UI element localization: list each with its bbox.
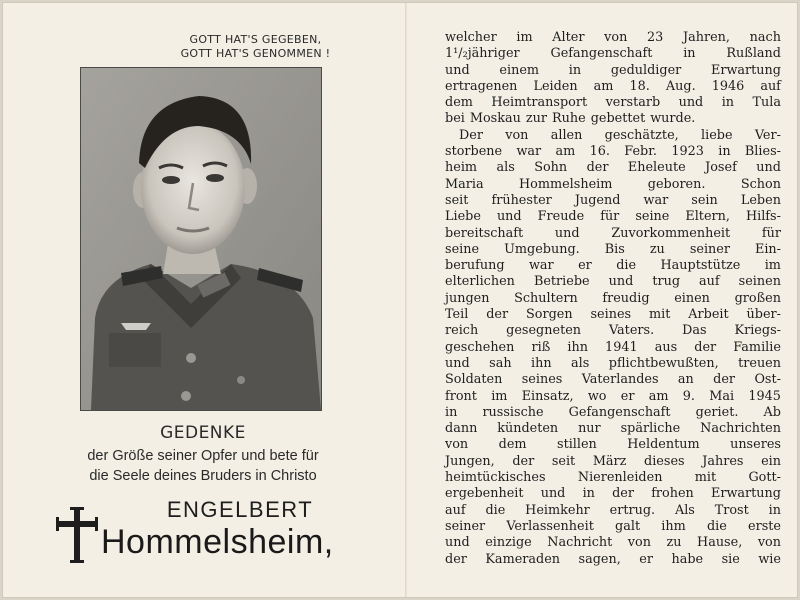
- portrait-photo: [80, 67, 322, 411]
- word: ergebenheit: [445, 486, 524, 502]
- word: Erwartung: [711, 62, 781, 78]
- word: Nachrichten: [700, 421, 781, 437]
- biography-line: [445, 519, 781, 535]
- word: Maria: [445, 176, 484, 192]
- word: Der: [459, 127, 483, 143]
- word: Moskau: [469, 111, 521, 127]
- biography-line: [445, 193, 781, 209]
- word: auf: [445, 502, 466, 518]
- word: unseres: [730, 437, 781, 453]
- word: der: [694, 339, 717, 355]
- word: Kriegs-: [734, 323, 781, 339]
- word: einzige: [485, 535, 532, 551]
- biography-line: [445, 552, 781, 568]
- word: Vaterlandes: [581, 372, 659, 388]
- word: sein: [691, 192, 718, 208]
- word: dieses: [644, 453, 685, 469]
- word: Blies-: [744, 144, 781, 160]
- word: war: [516, 144, 542, 160]
- word: stillen: [557, 437, 597, 453]
- word: von: [627, 535, 651, 551]
- biography-line: [445, 209, 781, 225]
- latin-cross-icon: [55, 505, 99, 565]
- word: der: [612, 486, 634, 502]
- prayer-line-2: die Seele deines Bruders in Christo: [89, 468, 317, 484]
- word: Freude: [537, 209, 585, 225]
- word: jungen: [445, 290, 490, 306]
- motto-line-1: GOTT HAT'S GEGEBEN,: [189, 33, 322, 46]
- right-panel: [407, 3, 797, 597]
- word: Hommelsheim: [518, 176, 613, 192]
- biography-line: [445, 160, 781, 176]
- biography-line: [445, 372, 781, 388]
- word: liebe: [701, 127, 733, 143]
- word: treuen: [738, 355, 781, 371]
- left-panel: [3, 3, 405, 597]
- word: zur: [525, 111, 547, 127]
- word: einen: [674, 290, 710, 306]
- word: 1945: [748, 388, 781, 404]
- word: gebettet: [590, 111, 646, 127]
- word: dem: [445, 95, 473, 111]
- deceased-last-name: Hommelsheim,: [101, 523, 334, 561]
- word: und: [540, 486, 566, 502]
- word: Ost-: [754, 372, 781, 388]
- word: sah: [489, 355, 512, 371]
- word: ein: [761, 453, 781, 469]
- biography-line: [445, 405, 781, 421]
- word: zu: [649, 241, 665, 257]
- word: im: [764, 258, 781, 274]
- biography-line: [445, 421, 781, 437]
- word: in: [582, 486, 595, 502]
- word: in: [445, 404, 458, 420]
- word: ihn: [567, 339, 588, 355]
- biography-line: [445, 291, 781, 307]
- word: Soldaten: [445, 372, 503, 388]
- prayer-text: [43, 446, 363, 486]
- word: Leiden: [533, 78, 578, 94]
- word: er: [578, 258, 592, 274]
- biography-text: [445, 30, 781, 568]
- word: Leben: [740, 192, 781, 208]
- biography-line: [445, 242, 781, 258]
- word: berufung: [445, 258, 505, 274]
- motto-line-2: GOTT HAT'S GENOMMEN !: [180, 47, 331, 60]
- word: trug: [652, 274, 681, 290]
- word: storbene: [445, 144, 503, 160]
- word: geboren.: [647, 176, 706, 192]
- word: Als: [674, 502, 695, 518]
- word: als: [571, 355, 590, 371]
- word: 1946: [711, 78, 745, 94]
- word: war: [528, 258, 554, 274]
- word: Betriebe: [533, 274, 590, 290]
- word: Hilfs-: [745, 209, 781, 225]
- word: auf: [760, 78, 781, 94]
- word: als: [496, 160, 515, 176]
- word: Gefangenschaft: [550, 46, 653, 62]
- word: Febr.: [624, 144, 657, 160]
- word: der: [586, 160, 609, 176]
- word: zu: [666, 535, 682, 551]
- word: Nachricht: [547, 535, 613, 551]
- word: Das: [682, 323, 707, 339]
- word: wie: [758, 551, 781, 567]
- word: heim: [445, 160, 478, 176]
- biography-line: [445, 454, 781, 470]
- word: im: [516, 30, 533, 45]
- biography-line: [445, 30, 781, 46]
- word: wurde.: [650, 111, 696, 127]
- word: am: [593, 78, 614, 94]
- word: Eheleute: [627, 160, 686, 176]
- word: Liebe: [445, 209, 481, 225]
- word: dem: [498, 437, 527, 453]
- word: 1923: [671, 144, 704, 160]
- biography-line: [445, 486, 781, 502]
- prayer-line-1: der Größe seiner Opfer und bete für: [87, 448, 319, 464]
- biography-line: [445, 389, 781, 405]
- word: Gott-: [748, 470, 781, 486]
- word: mit: [694, 470, 717, 486]
- word: und: [445, 355, 470, 371]
- word: spärliche: [620, 421, 681, 437]
- biography-line: [445, 46, 781, 62]
- word: seit: [551, 453, 576, 469]
- word: die: [485, 502, 506, 518]
- word: bereitschaft: [445, 225, 524, 241]
- word: frühester: [491, 192, 552, 208]
- word: über-: [746, 307, 781, 323]
- word: Eltern,: [685, 209, 730, 225]
- motto: [143, 33, 368, 61]
- word: seines: [521, 372, 563, 388]
- word: in: [768, 502, 781, 518]
- word: galt: [615, 518, 641, 534]
- word: seiner: [689, 241, 730, 257]
- word: pflichtbewußten,: [608, 355, 719, 371]
- word: war: [643, 192, 669, 208]
- biography-line: [445, 274, 781, 290]
- word: in: [718, 144, 731, 160]
- word: von: [604, 30, 628, 45]
- biography-line: [445, 258, 781, 274]
- biography-line: [445, 503, 781, 519]
- word: sie: [721, 551, 740, 567]
- word: und: [756, 160, 781, 176]
- word: riß: [531, 339, 551, 355]
- word: Rußland: [726, 46, 781, 62]
- word: freudig: [602, 290, 650, 306]
- word: Heimtransport: [491, 95, 588, 111]
- word: Jugend: [574, 192, 621, 208]
- word: geschehen: [445, 339, 515, 355]
- word: Arbeit: [688, 307, 729, 323]
- word: Trost: [714, 502, 749, 518]
- word: für: [600, 209, 620, 225]
- word: ihn: [531, 355, 552, 371]
- word: die: [616, 258, 637, 274]
- word: Vaters.: [608, 323, 655, 339]
- biography-line: [445, 144, 781, 160]
- remembrance-heading: GEDENKE: [160, 423, 246, 443]
- word: der: [445, 551, 467, 567]
- word: front: [445, 388, 477, 404]
- word: Heimkehr: [525, 502, 590, 518]
- word: 1¹/₂jähriger: [445, 46, 520, 62]
- word: seit: [445, 192, 469, 208]
- word: und: [496, 209, 522, 225]
- word: an: [677, 372, 694, 388]
- word: heimtückisches: [445, 470, 546, 486]
- word: geschätzte,: [604, 127, 679, 143]
- biography-line: [445, 470, 781, 486]
- word: erste: [748, 518, 781, 534]
- word: ertrug.: [609, 502, 656, 518]
- word: Jungen,: [445, 453, 495, 469]
- word: nach: [749, 30, 781, 45]
- word: Ab: [763, 404, 781, 420]
- word: Schultern: [514, 290, 578, 306]
- word: 1941: [605, 339, 638, 355]
- word: der: [512, 453, 535, 469]
- word: auf: [699, 274, 720, 290]
- word: Hause,: [697, 535, 743, 551]
- word: Umgebung.: [504, 241, 580, 257]
- memorial-card: [2, 2, 798, 598]
- word: einem: [499, 62, 540, 78]
- biography-line: [445, 111, 781, 127]
- word: Zuvorkommenheit: [611, 225, 731, 241]
- word: geriet.: [695, 404, 739, 420]
- word: am: [648, 388, 669, 404]
- word: von: [757, 535, 781, 551]
- word: im: [491, 388, 508, 404]
- word: Nierenleiden: [577, 470, 663, 486]
- word: Hauptstütze: [660, 258, 741, 274]
- word: Erwartung: [711, 486, 781, 502]
- biography-line: [445, 535, 781, 551]
- word: Ruhe: [551, 111, 586, 127]
- biography-line: [445, 128, 781, 144]
- word: 18.: [629, 78, 650, 94]
- word: in: [721, 95, 735, 111]
- deceased-first-name: ENGELBERT: [166, 497, 314, 522]
- word: in: [568, 62, 582, 78]
- word: seines: [590, 307, 632, 323]
- biography-line: [445, 177, 781, 193]
- word: Schon: [740, 176, 781, 192]
- word: Kameraden: [485, 551, 561, 567]
- word: nur: [578, 421, 601, 437]
- word: März: [592, 453, 627, 469]
- word: habe: [671, 551, 704, 567]
- word: und: [445, 535, 470, 551]
- word: großen: [734, 290, 781, 306]
- biography-line: [445, 356, 781, 372]
- biography-line: [445, 226, 781, 242]
- word: Alter: [552, 30, 585, 45]
- word: Tula: [752, 95, 781, 111]
- biography-line: [445, 437, 781, 453]
- word: seine: [635, 209, 670, 225]
- word: Sohn: [534, 160, 568, 176]
- word: Verlassenheit: [506, 518, 594, 534]
- biography-line: [445, 63, 781, 79]
- word: bei: [445, 111, 465, 127]
- word: Ein-: [755, 241, 781, 257]
- word: elterlichen: [445, 274, 515, 290]
- word: Gefangenschaft: [568, 404, 671, 420]
- word: für: [761, 225, 781, 241]
- word: ihm: [661, 518, 686, 534]
- biography-line: [445, 95, 781, 111]
- word: seiner: [445, 518, 486, 534]
- word: und: [608, 274, 634, 290]
- word: er: [639, 551, 653, 567]
- word: Josef: [705, 160, 737, 176]
- word: reich: [445, 323, 479, 339]
- word: 9.: [682, 388, 695, 404]
- word: und: [678, 95, 704, 111]
- word: dann: [445, 421, 478, 437]
- word: geduldiger: [610, 62, 682, 78]
- word: gesegneten: [506, 323, 582, 339]
- word: und: [445, 62, 470, 78]
- word: Aug.: [665, 78, 696, 94]
- word: seinen: [738, 274, 781, 290]
- word: der: [486, 307, 509, 323]
- word: allen: [550, 127, 583, 143]
- word: sagen,: [578, 551, 621, 567]
- word: am: [555, 144, 576, 160]
- word: verstarb: [605, 95, 661, 111]
- word: Ver-: [754, 127, 781, 143]
- word: die: [706, 518, 727, 534]
- word: Heldentum: [627, 437, 700, 453]
- word: wo: [587, 388, 607, 404]
- word: 23: [647, 30, 664, 45]
- word: von: [445, 437, 469, 453]
- word: welcher: [445, 30, 497, 45]
- biography-line: [445, 323, 781, 339]
- word: Sorgen: [525, 307, 573, 323]
- biography-line: [445, 340, 781, 356]
- word: Mai: [709, 388, 735, 404]
- word: ertragenen: [445, 78, 518, 94]
- word: Einsatz,: [521, 388, 574, 404]
- word: Familie: [733, 339, 781, 355]
- word: Jahres: [702, 453, 744, 469]
- word: in: [683, 46, 696, 62]
- biography-line: [445, 307, 781, 323]
- word: frohen: [651, 486, 694, 502]
- word: mit: [649, 307, 671, 323]
- word: der: [713, 372, 736, 388]
- word: seine: [445, 241, 480, 257]
- word: und: [554, 225, 580, 241]
- word: aus: [654, 339, 678, 355]
- biography-line: [445, 79, 781, 95]
- word: russische: [482, 404, 544, 420]
- word: von: [505, 127, 529, 143]
- word: er: [620, 388, 635, 404]
- word: Teil: [445, 307, 469, 323]
- word: 16.: [589, 144, 610, 160]
- word: Jahren,: [682, 30, 730, 45]
- word: kündeten: [497, 421, 559, 437]
- word: Bis: [604, 241, 625, 257]
